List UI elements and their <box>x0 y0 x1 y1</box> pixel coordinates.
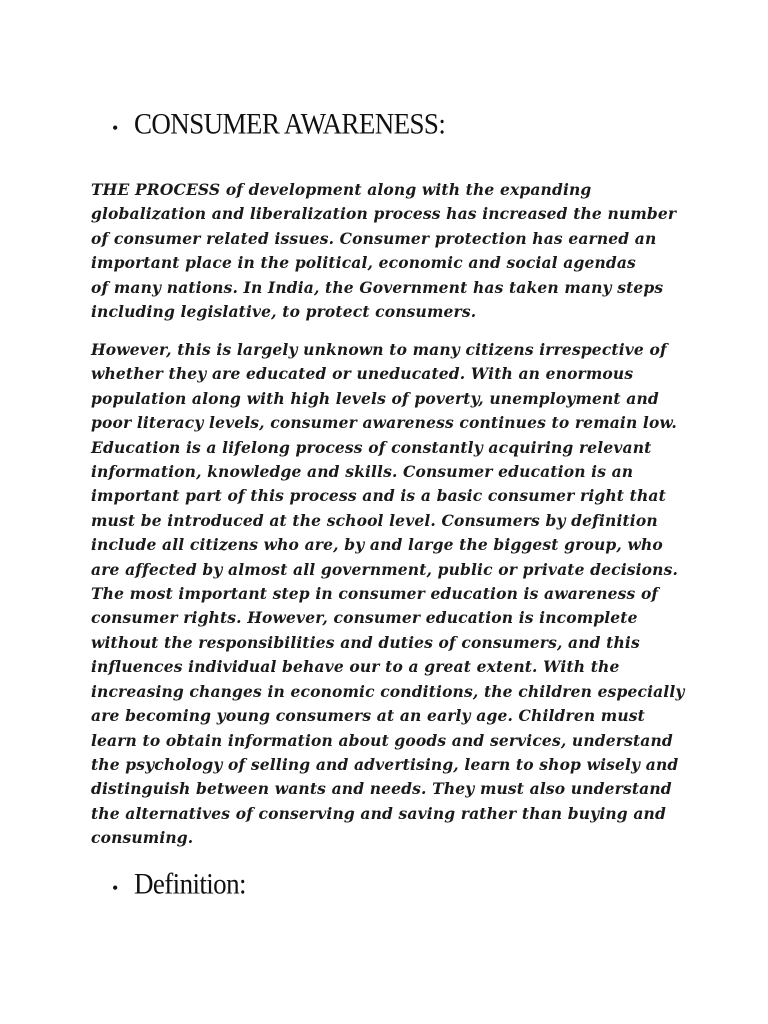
text-line: THE PROCESS of development along with the expanding <box>91 180 592 199</box>
text-line: increasing changes in economic conditions, the children especially <box>91 681 685 701</box>
text-line: consumer rights. However, consumer education is incomplete <box>91 608 638 628</box>
text-line: Education is a lifelong process of constantly acquiring relevant <box>91 437 652 457</box>
text-line: The most important step in consumer education is awareness of <box>91 584 659 604</box>
bullet-icon: • <box>112 118 119 138</box>
bullet-icon: • <box>112 878 119 898</box>
text-line: important part of this process and is a basic consumer right that <box>91 486 666 506</box>
text-line: of consumer related issues. Consumer protection has earned an <box>91 228 657 248</box>
text-line: including legislative, to protect consumers. <box>91 302 477 322</box>
text-line: information, knowledge and skills. Consumer education is an <box>91 462 634 482</box>
text-line: the alternatives of conserving and saving rather than buying and <box>91 803 666 823</box>
text-line: influences individual behave our to a great extent. With the <box>91 657 620 677</box>
text-line: are affected by almost all government, public or private decisions. <box>91 559 679 579</box>
text-line: consuming. <box>91 828 194 848</box>
text-line: population along with high levels of poverty, unemployment and <box>91 388 659 408</box>
text-line: are becoming young consumers at an early age. Children must <box>91 706 645 726</box>
paragraph-intro <box>91 178 691 324</box>
text-line: globalization and liberalization process has increased the number <box>91 204 677 224</box>
text-line: without the responsibilities and duties of consumers, and this <box>91 632 640 652</box>
text-line: learn to obtain information about goods and services, understand <box>91 730 673 750</box>
paragraph-body <box>91 338 691 851</box>
text-line: whether they are educated or uneducated. With an enormous <box>91 364 634 384</box>
text-line: of many nations. In India, the Government has taken many steps <box>91 277 664 297</box>
heading-text: Definition: <box>134 867 246 900</box>
heading-text: CONSUMER AWARENESS: <box>134 107 446 140</box>
text-line: distinguish between wants and needs. They must also understand <box>91 779 672 799</box>
text-line: important place in the political, economic and social agendas <box>91 253 636 273</box>
text-line: the psychology of selling and advertising, learn to shop wisely and <box>91 754 679 774</box>
section-heading-definition <box>112 867 246 901</box>
text-line: poor literacy levels, consumer awareness continues to remain low. <box>91 413 677 433</box>
text-line: include all citizens who are, by and large the biggest group, who <box>91 535 663 555</box>
section-heading-consumer-awareness <box>112 107 446 141</box>
text-line: However, this is largely unknown to many citizens irrespective of <box>91 340 667 359</box>
text-line: must be introduced at the school level. Consumers by definition <box>91 510 658 530</box>
